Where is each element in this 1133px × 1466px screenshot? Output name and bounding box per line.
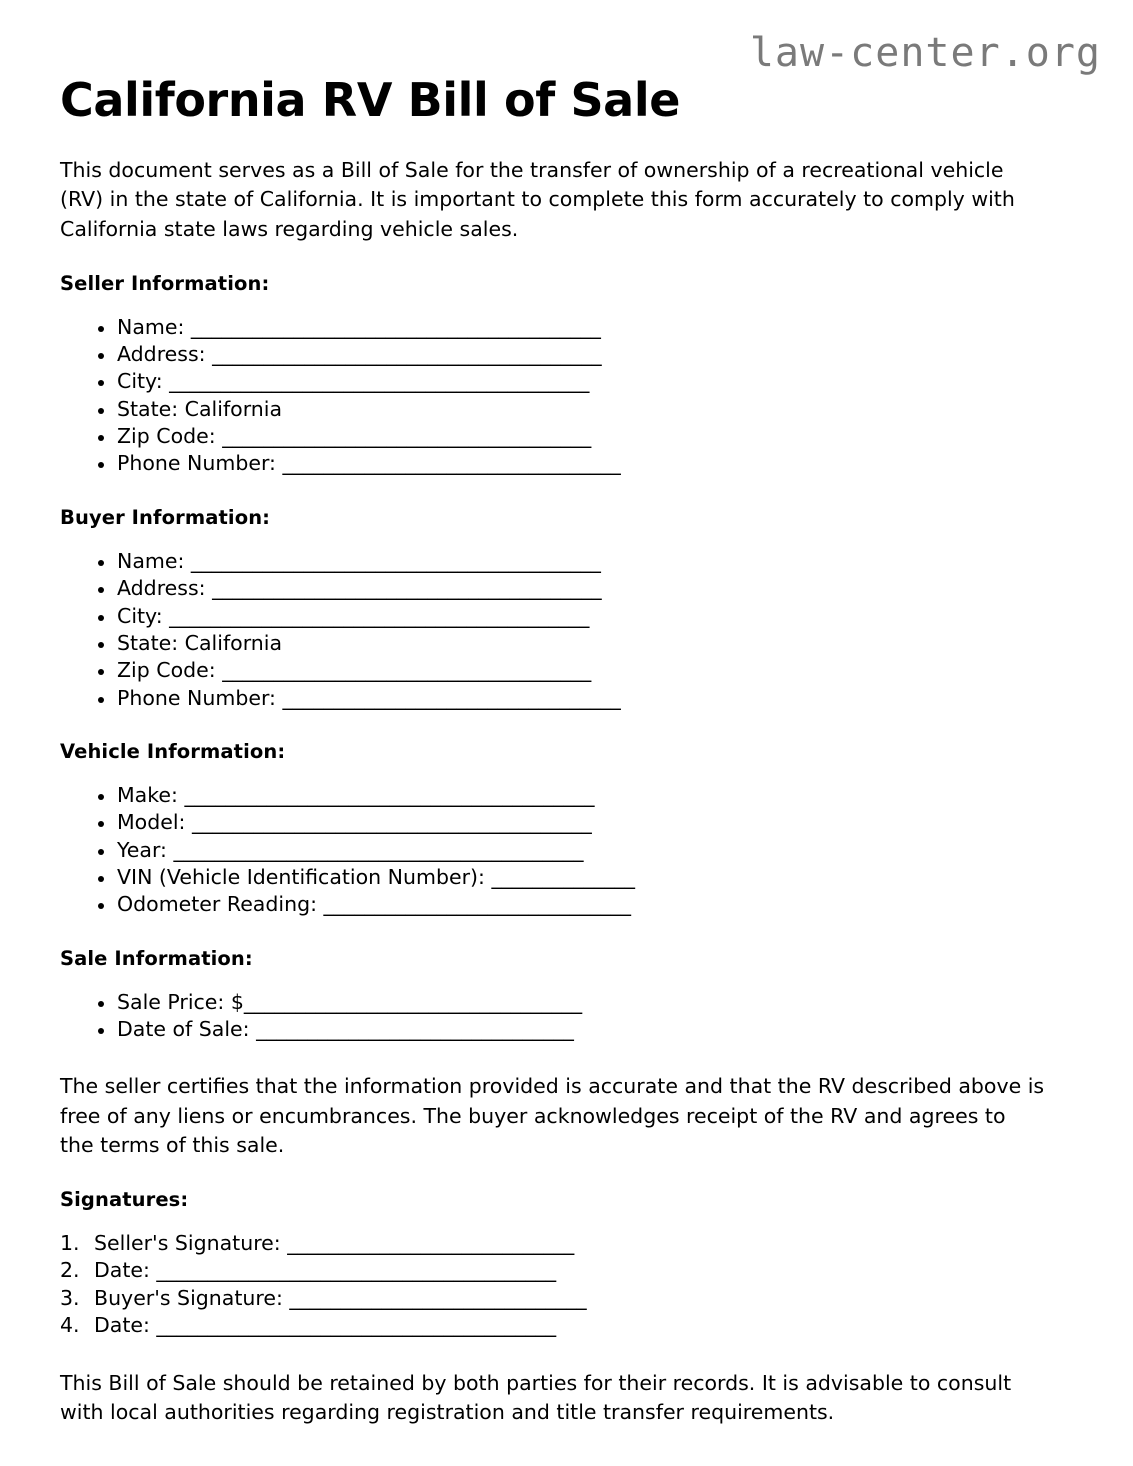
site-watermark: law-center.org <box>749 30 1101 76</box>
field-seller-phone <box>60 450 1073 477</box>
certification-paragraph: The seller certifies that the information provided is accurate and that the RV described above is free of any liens or encumbrances. The buyer acknowledges receipt of the RV and agrees to the terms of this sale. <box>60 1074 1045 1157</box>
field-seller-city <box>60 368 1073 395</box>
field-seller-state <box>60 396 1073 423</box>
field-label: Name: <box>117 548 191 573</box>
field-blank[interactable]: _______________________________________ <box>191 810 592 835</box>
field-vehicle-vin <box>60 864 1073 891</box>
field-buyer-signature <box>60 1285 1073 1312</box>
field-blank[interactable]: ____________________________ <box>287 1230 575 1255</box>
field-label: City: <box>117 369 170 394</box>
vehicle-field-list <box>60 763 1073 919</box>
field-blank[interactable]: ________________________________________ <box>190 314 601 339</box>
field-vehicle-odometer <box>60 891 1073 918</box>
closing-paragraph: This Bill of Sale should be retained by both parties for their records. It is advisable to consult with local authorities regarding registration and title transfer requirements. <box>60 1371 1012 1425</box>
field-vehicle-year <box>60 837 1073 864</box>
section-heading-buyer: Buyer Information: <box>60 505 271 529</box>
field-blank[interactable]: _______________________________________ <box>156 1312 557 1337</box>
field-buyer-address <box>60 575 1073 602</box>
field-label: Zip Code: <box>117 424 223 449</box>
field-blank[interactable]: ______________________________ <box>323 892 632 917</box>
signature-list <box>60 1211 1073 1339</box>
field-label: Address: <box>117 341 213 366</box>
field-seller-signature-date <box>60 1257 1073 1284</box>
field-seller-address <box>60 341 1073 368</box>
field-blank[interactable]: ________________________________________ <box>184 782 595 807</box>
section-heading-sale: Sale Information: <box>60 946 253 970</box>
field-label: Date of Sale: <box>117 1017 257 1042</box>
field-label: State: California <box>117 396 283 421</box>
field-label: Sale Price: $ <box>117 989 244 1014</box>
field-vehicle-model <box>60 809 1073 836</box>
field-blank[interactable]: ______________ <box>491 865 635 890</box>
field-label: City: <box>117 603 170 628</box>
section-heading-vehicle: Vehicle Information: <box>60 739 286 763</box>
field-label: Seller's Signature: <box>94 1230 288 1255</box>
field-blank[interactable]: _______________________________________ <box>156 1258 557 1283</box>
field-blank[interactable]: ____________________________________ <box>222 424 592 449</box>
section-heading-signatures: Signatures: <box>60 1187 189 1211</box>
field-label: Odometer Reading: <box>117 892 324 917</box>
field-blank[interactable]: ______________________________________ <box>212 576 602 601</box>
field-label: Date: <box>94 1258 157 1283</box>
field-buyer-phone <box>60 685 1073 712</box>
field-label: Date: <box>94 1312 157 1337</box>
field-label: Year: <box>117 837 174 862</box>
seller-field-list <box>60 295 1073 478</box>
field-vehicle-make <box>60 782 1073 809</box>
field-blank[interactable]: ______________________________________ <box>212 341 602 366</box>
field-label: Address: <box>117 576 213 601</box>
field-sale-date <box>60 1016 1073 1043</box>
field-buyer-zip <box>60 657 1073 684</box>
field-label: Model: <box>117 810 192 835</box>
intro-paragraph: This document serves as a Bill of Sale for the transfer of ownership of a recreational vehicle (RV) in the state of California. It is important to complete this form accurately to comply with California state laws regarding vehicle sales. <box>60 158 1015 241</box>
field-blank[interactable]: _____________________________ <box>289 1285 587 1310</box>
field-blank[interactable]: ________________________________________ <box>173 837 584 862</box>
field-label: State: California <box>117 630 283 655</box>
field-label: Make: <box>117 782 185 807</box>
sale-field-list <box>60 970 1073 1044</box>
field-label: Zip Code: <box>117 658 223 683</box>
field-sale-price <box>60 989 1073 1016</box>
field-blank[interactable]: _________________________________ <box>282 451 621 476</box>
field-blank[interactable]: _________________________________ <box>243 989 583 1014</box>
field-seller-zip <box>60 423 1073 450</box>
field-label: VIN (Vehicle Identification Number): <box>117 865 492 890</box>
field-label: Name: <box>117 314 191 339</box>
field-seller-name <box>60 314 1073 341</box>
field-label: Phone Number: <box>117 451 283 476</box>
field-buyer-signature-date <box>60 1312 1073 1339</box>
section-heading-seller: Seller Information: <box>60 271 270 295</box>
buyer-field-list <box>60 529 1073 712</box>
field-blank[interactable]: ________________________________________ <box>190 548 601 573</box>
field-blank[interactable]: _________________________________________ <box>169 369 590 394</box>
field-buyer-name <box>60 548 1073 575</box>
page-title: California RV Bill of Sale <box>60 73 680 127</box>
field-label: Buyer's Signature: <box>94 1285 290 1310</box>
field-blank[interactable]: _________________________________________ <box>169 603 590 628</box>
field-blank[interactable]: ____________________________________ <box>222 658 592 683</box>
field-blank[interactable]: _________________________________ <box>282 685 621 710</box>
field-seller-signature <box>60 1230 1073 1257</box>
field-buyer-city <box>60 603 1073 630</box>
field-buyer-state <box>60 630 1073 657</box>
field-blank[interactable]: _______________________________ <box>256 1017 574 1042</box>
field-label: Phone Number: <box>117 685 283 710</box>
